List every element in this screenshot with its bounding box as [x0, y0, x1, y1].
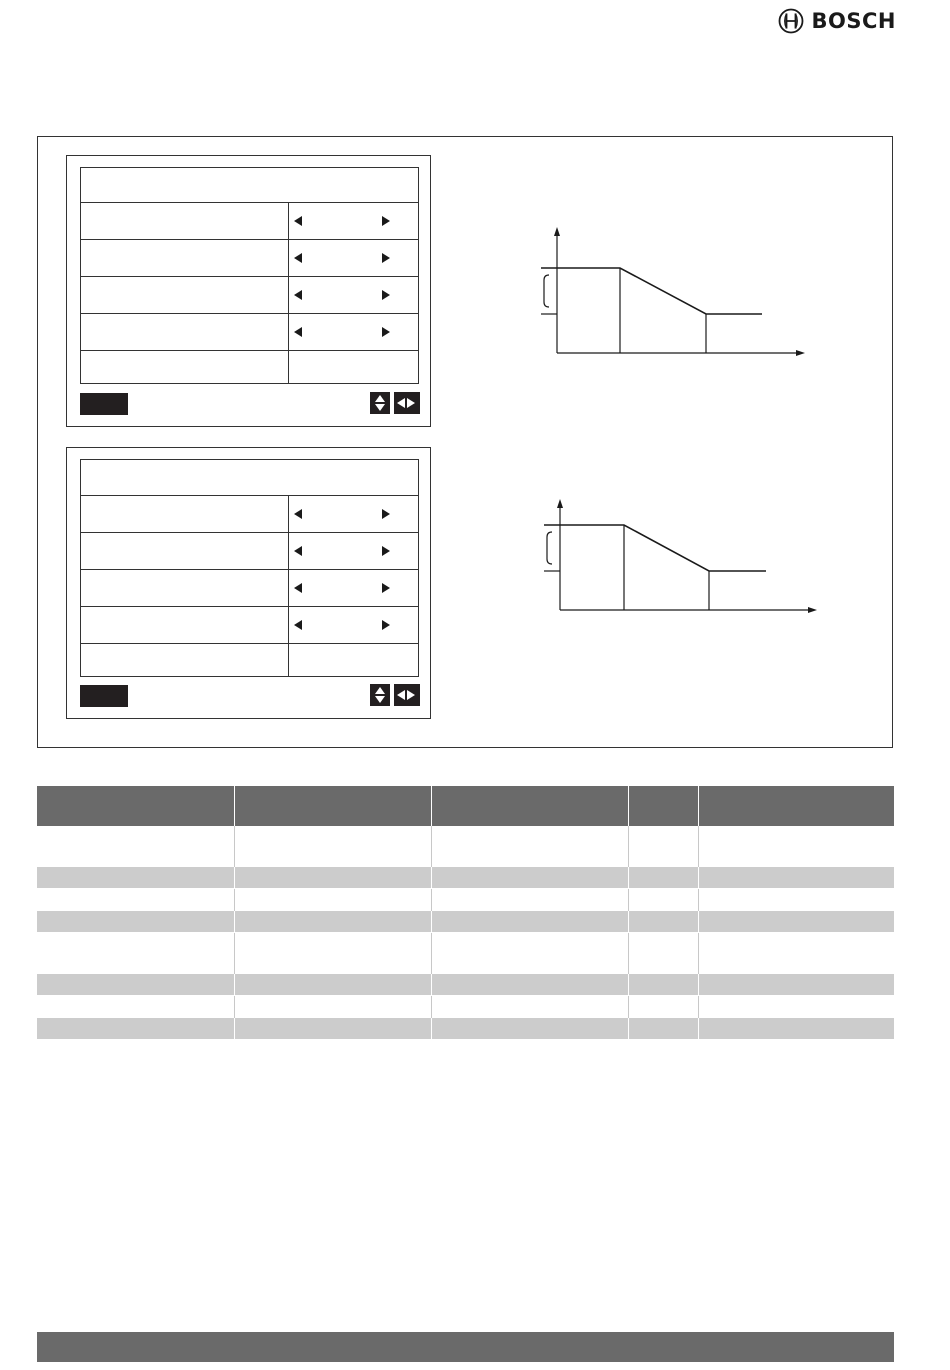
table-cell [431, 974, 628, 996]
setting-row [80, 351, 419, 384]
table-cell [628, 1018, 698, 1040]
setting-label [81, 533, 289, 569]
decrease-arrow-icon[interactable] [294, 583, 302, 593]
decrease-arrow-icon[interactable] [294, 253, 302, 263]
table-cell [234, 889, 431, 911]
table-cell [431, 933, 628, 974]
table-cell [698, 974, 894, 996]
setting-label [81, 240, 289, 276]
table-cell [431, 867, 628, 889]
decrease-arrow-icon[interactable] [294, 546, 302, 556]
table-cell [234, 911, 431, 933]
setting-row[interactable] [80, 240, 419, 277]
setting-value[interactable] [289, 607, 418, 643]
table-cell [431, 996, 628, 1018]
table-cell [698, 867, 894, 889]
decrease-arrow-icon[interactable] [294, 620, 302, 630]
setting-label [81, 277, 289, 313]
offset-bracket [544, 275, 549, 307]
table-cell [431, 1018, 628, 1040]
up-down-arrows-icon[interactable] [370, 392, 390, 414]
setting-label [81, 314, 289, 350]
setting-label [81, 607, 289, 643]
setting-row [80, 644, 419, 677]
table-cell [628, 974, 698, 996]
column-header [234, 786, 431, 826]
decrease-arrow-icon[interactable] [294, 327, 302, 337]
setting-value[interactable] [289, 570, 418, 606]
table-cell [234, 1018, 431, 1040]
footer-bar [37, 1332, 894, 1362]
setting-row[interactable] [80, 203, 419, 240]
table-row [37, 867, 894, 889]
decrease-arrow-icon[interactable] [294, 216, 302, 226]
increase-arrow-icon[interactable] [382, 327, 390, 337]
setting-value[interactable] [289, 203, 418, 239]
up-down-arrows-icon[interactable] [370, 684, 390, 706]
table-cell [37, 933, 234, 974]
screen-title [80, 167, 419, 203]
setting-value[interactable] [289, 533, 418, 569]
table-cell [37, 889, 234, 911]
left-right-arrows-icon[interactable] [394, 392, 420, 414]
table-cell [628, 867, 698, 889]
column-header [698, 786, 894, 826]
figure-frame [37, 136, 893, 748]
soft-key-button[interactable] [80, 393, 128, 415]
table-row [37, 933, 894, 974]
y-axis-arrowhead [557, 499, 563, 508]
setting-row[interactable] [80, 533, 419, 570]
table-cell [37, 996, 234, 1018]
offset-bracket [547, 532, 552, 564]
table-cell [37, 911, 234, 933]
curve-line [541, 268, 762, 314]
table-cell [698, 1018, 894, 1040]
table-cell [431, 911, 628, 933]
table-cell [698, 933, 894, 974]
table-cell [628, 911, 698, 933]
column-header [431, 786, 628, 826]
parameter-table [37, 786, 894, 1039]
brand-name: BOSCH [811, 9, 896, 33]
increase-arrow-icon[interactable] [382, 509, 390, 519]
table-row [37, 1018, 894, 1040]
increase-arrow-icon[interactable] [382, 620, 390, 630]
heating-curve-diagram-2 [536, 495, 824, 633]
table-cell [234, 933, 431, 974]
table-cell [37, 974, 234, 996]
setting-row[interactable] [80, 314, 419, 351]
increase-arrow-icon[interactable] [382, 546, 390, 556]
table-cell [628, 933, 698, 974]
table-row [37, 911, 894, 933]
table-row [37, 826, 894, 867]
table-cell [698, 826, 894, 867]
display-screen-2 [66, 447, 431, 719]
setting-value[interactable] [289, 240, 418, 276]
increase-arrow-icon[interactable] [382, 290, 390, 300]
display-screen-1 [66, 155, 431, 427]
table-cell [628, 889, 698, 911]
x-axis-arrowhead [808, 607, 817, 613]
table-cell [234, 996, 431, 1018]
screen-title [80, 459, 419, 496]
column-header [628, 786, 698, 826]
table-row [37, 974, 894, 996]
setting-row[interactable] [80, 277, 419, 314]
setting-value [289, 351, 418, 383]
setting-label [81, 203, 289, 239]
setting-label [81, 351, 289, 383]
setting-label [81, 496, 289, 532]
x-axis-arrowhead [796, 350, 805, 356]
increase-arrow-icon[interactable] [382, 216, 390, 226]
table-cell [698, 996, 894, 1018]
table-cell [431, 889, 628, 911]
bosch-armature-icon [778, 8, 804, 34]
increase-arrow-icon[interactable] [382, 253, 390, 263]
setting-row[interactable] [80, 570, 419, 607]
table-row [37, 889, 894, 911]
setting-label [81, 570, 289, 606]
brand-logo [778, 8, 896, 34]
table-cell [37, 867, 234, 889]
table-cell [628, 826, 698, 867]
left-right-arrows-icon[interactable] [394, 684, 420, 706]
increase-arrow-icon[interactable] [382, 583, 390, 593]
table-cell [698, 889, 894, 911]
decrease-arrow-icon[interactable] [294, 290, 302, 300]
table-cell [431, 826, 628, 867]
soft-key-button[interactable] [80, 685, 128, 707]
setting-row[interactable] [80, 496, 419, 533]
setting-value[interactable] [289, 314, 418, 350]
table-row [37, 996, 894, 1018]
column-header [37, 786, 234, 826]
table-cell [37, 1018, 234, 1040]
setting-value[interactable] [289, 496, 418, 532]
table-cell [234, 867, 431, 889]
heating-curve-diagram-1 [533, 223, 813, 361]
setting-label [81, 644, 289, 676]
table-cell [698, 911, 894, 933]
y-axis-arrowhead [554, 227, 560, 236]
table-header-row [37, 786, 894, 826]
setting-value[interactable] [289, 277, 418, 313]
setting-value [289, 644, 418, 676]
table-cell [37, 826, 234, 867]
table-cell [234, 974, 431, 996]
table-cell [628, 996, 698, 1018]
decrease-arrow-icon[interactable] [294, 509, 302, 519]
curve-line [544, 525, 766, 571]
setting-row[interactable] [80, 607, 419, 644]
table-cell [234, 826, 431, 867]
